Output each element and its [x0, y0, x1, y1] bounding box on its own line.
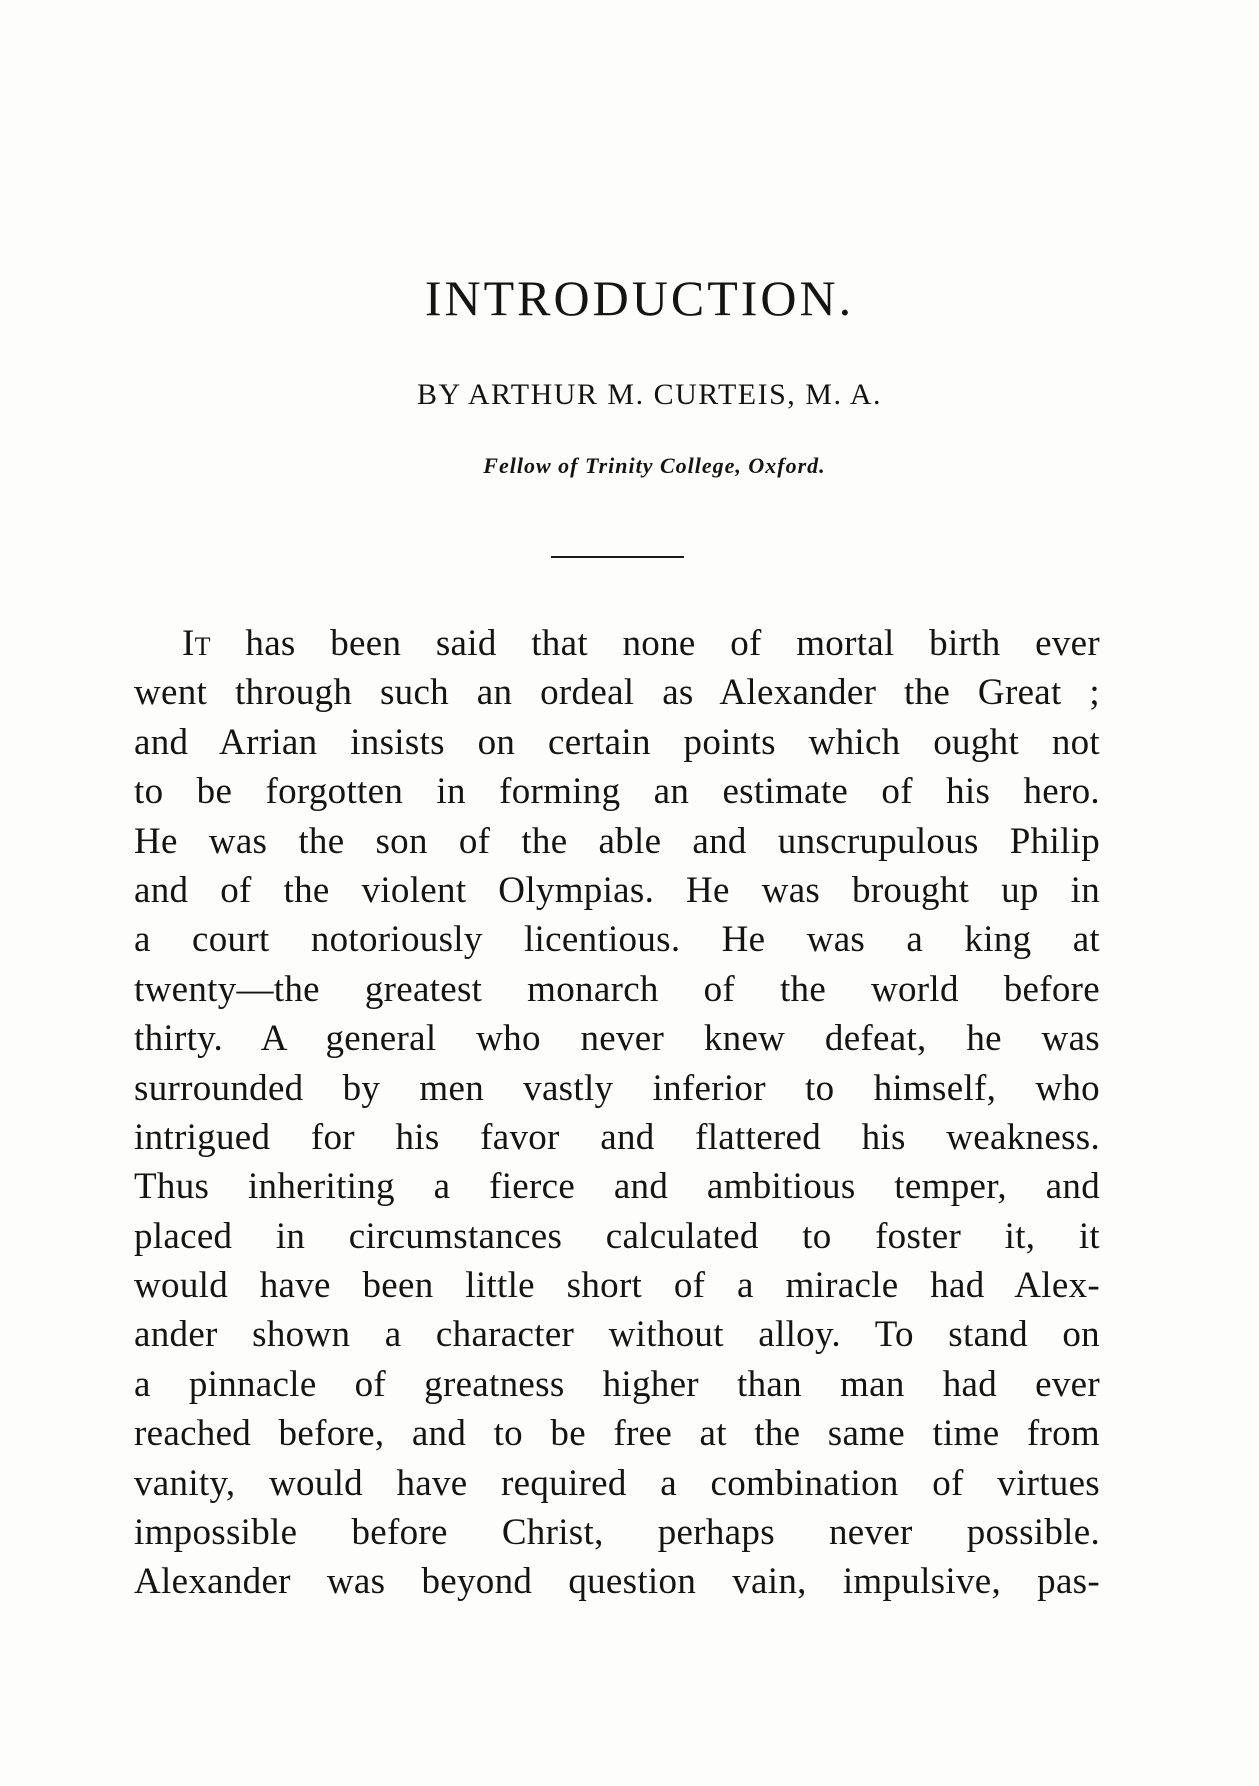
text-line: impossible before Christ, perhaps never possible. [134, 1512, 1100, 1554]
section-divider [551, 556, 684, 558]
text-line: a pinnacle of greatness higher than man had ever [134, 1363, 1100, 1405]
chapter-title: INTRODUCTION. [424, 270, 855, 326]
author-affiliation: Fellow of Trinity College, Oxford. [483, 453, 826, 478]
text-line: went through such an ordeal as Alexander the Great ; [134, 672, 1100, 714]
text-line: and of the violent Olympias. He was brought up in [134, 869, 1100, 911]
text-line: reached before, and to be free at the same time from [134, 1413, 1100, 1455]
text-line: placed in circumstances calculated to foster it, it [134, 1215, 1100, 1257]
text-line: Alexander was beyond question vain, impulsive, pas- [134, 1561, 1100, 1603]
text-line: twenty—the greatest monarch of the world before [134, 968, 1100, 1010]
text-line: and Arrian insists on certain points which ought not [134, 721, 1100, 763]
text-line: surrounded by men vastly inferior to himself, who [134, 1067, 1100, 1109]
text-line: to be forgotten in forming an estimate of his hero. [134, 771, 1100, 813]
text-line: Thus inheriting a fierce and ambitious temper, and [134, 1166, 1100, 1208]
text-line: would have been little short of a miracle had Alex- [134, 1265, 1100, 1307]
body-paragraph [134, 619, 1100, 1607]
author-byline: BY ARTHUR M. CURTEIS, M. A. [416, 378, 882, 411]
text-line: He was the son of the able and unscrupulous Philip [134, 820, 1100, 862]
text-line: ander shown a character without alloy. To stand on [134, 1314, 1100, 1356]
text-line: vanity, would have required a combination of virtues [134, 1462, 1100, 1504]
text-line-1-rest: has been said that none of mortal birth ever [210, 623, 1100, 664]
text-line: thirty. A general who never knew defeat, he was [134, 1018, 1100, 1060]
text-line: intrigued for his favor and flattered his weakness. [134, 1116, 1100, 1158]
text-line: a court notoriously licentious. He was a king at [134, 919, 1100, 961]
text-line-1 [134, 619, 1100, 668]
opening-word: It [182, 623, 211, 664]
